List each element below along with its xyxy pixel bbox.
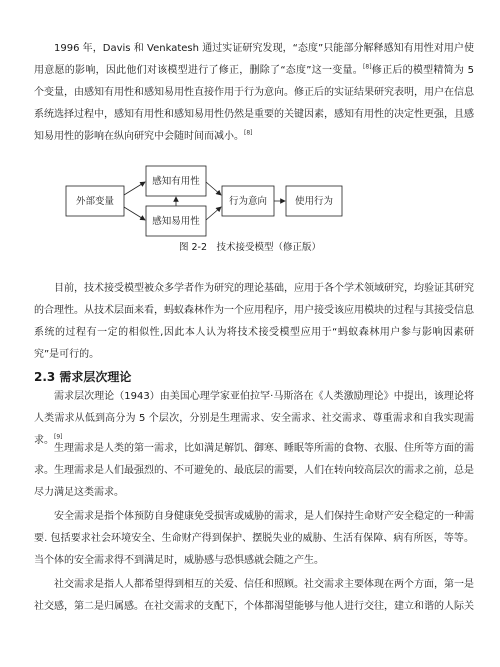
perceived-ease-label: 感知易用性 [152, 216, 200, 227]
tam-diagram [0, 0, 500, 245]
arrow-external-to-usefulness [124, 182, 145, 195]
perceived-usefulness-label: 感知有用性 [152, 176, 200, 187]
citation-ref: [8] [244, 129, 253, 137]
intention-label: 行为意向 [228, 196, 268, 207]
paragraph-hierarchy-intro: 需求层次理论（1943）由美国心理学家亚伯拉罕·马斯洛在《人类激励理论》中提出，该理论将人类需求从低到高分为 5 个层次，分别是生理需求、安全需求、社交需求、尊重需求和自我实现需求。[9] [34, 391, 474, 446]
usage-label: 使用行为 [294, 196, 334, 207]
section-heading: 2.3 需求层次理论 [34, 370, 132, 384]
arrow-usefulness-to-intention [206, 182, 221, 195]
paragraph-physiological-needs: 生理需求是人类的第一需求，比如满足解饥、御寒、睡眠等所需的食物、衣服、住所等方面的需求。生理需求是人们最强烈的、不可避免的、最底层的需要，人们在转向较高层次的需求之前，总是尽力满足这类需求。 [34, 443, 474, 498]
external-variables-label: 外部变量 [75, 196, 115, 207]
figure-caption: 图 2-2 技术接受模型（修正版） [178, 242, 322, 253]
paragraph-safety-needs: 安全需求是指个体预防自身健康免受损害或威胁的需求，是人们保持生命财产安全稳定的一种需要. 包括要求社会环境安全、生命财产得到保护、摆脱失业的威胁、生活有保障、病有所医，等等。当个体的安全需求得不到满足时，威胁感与恐惧感就会随之产生。 [34, 511, 474, 566]
paragraph-tam-application: 目前，技术接受模型被众多学者作为研究的理论基础，应用于各个学术领域研究，均验证其研究的合理性。从技术层面来看，蚂蚁森林作为一个应用程序，用户接受该应用模块的过程与其接受信息系统的过程有一定的相似性,因此本人认为将技术接受模型应用于“蚂蚁森林用户参与影响因素研究”是可行的。 [34, 283, 474, 360]
citation-ref: [9] [54, 433, 63, 441]
citation-ref: [8] [363, 63, 372, 71]
paragraph-social-needs: 社交需求是指人人都希望得到相互的关爱、信任和照顾。社交需求主要体现在两个方面，第一是社交感，第二是归属感。在社交需求的支配下，个体都渴望能够与他人进行交往，建立和谐的人际关 [34, 579, 474, 612]
paragraph-tam-revision: 1996 年，Davis 和 Venkatesh 通过实证研究发现，“态度”只能部分解释感知有用性对用户使用意愿的影响，因此他们对该模型进行了修正，删除了“态度”这一变量。[8]修正后的模型精简为 5 个变量，由感知有用性和感知易用性直接作用于行为意向。修正后的实证结果研究表明，用户在信息系统选择过程中，感知有用性和感知易用性仍然是重要的关键因素，感知有用性的决定性更强，且感知易用性的影响在纵向研究中会随时间而减小。[8] [34, 43, 474, 142]
arrow-ease-to-intention [206, 207, 221, 220]
arrow-external-to-ease [124, 207, 145, 220]
